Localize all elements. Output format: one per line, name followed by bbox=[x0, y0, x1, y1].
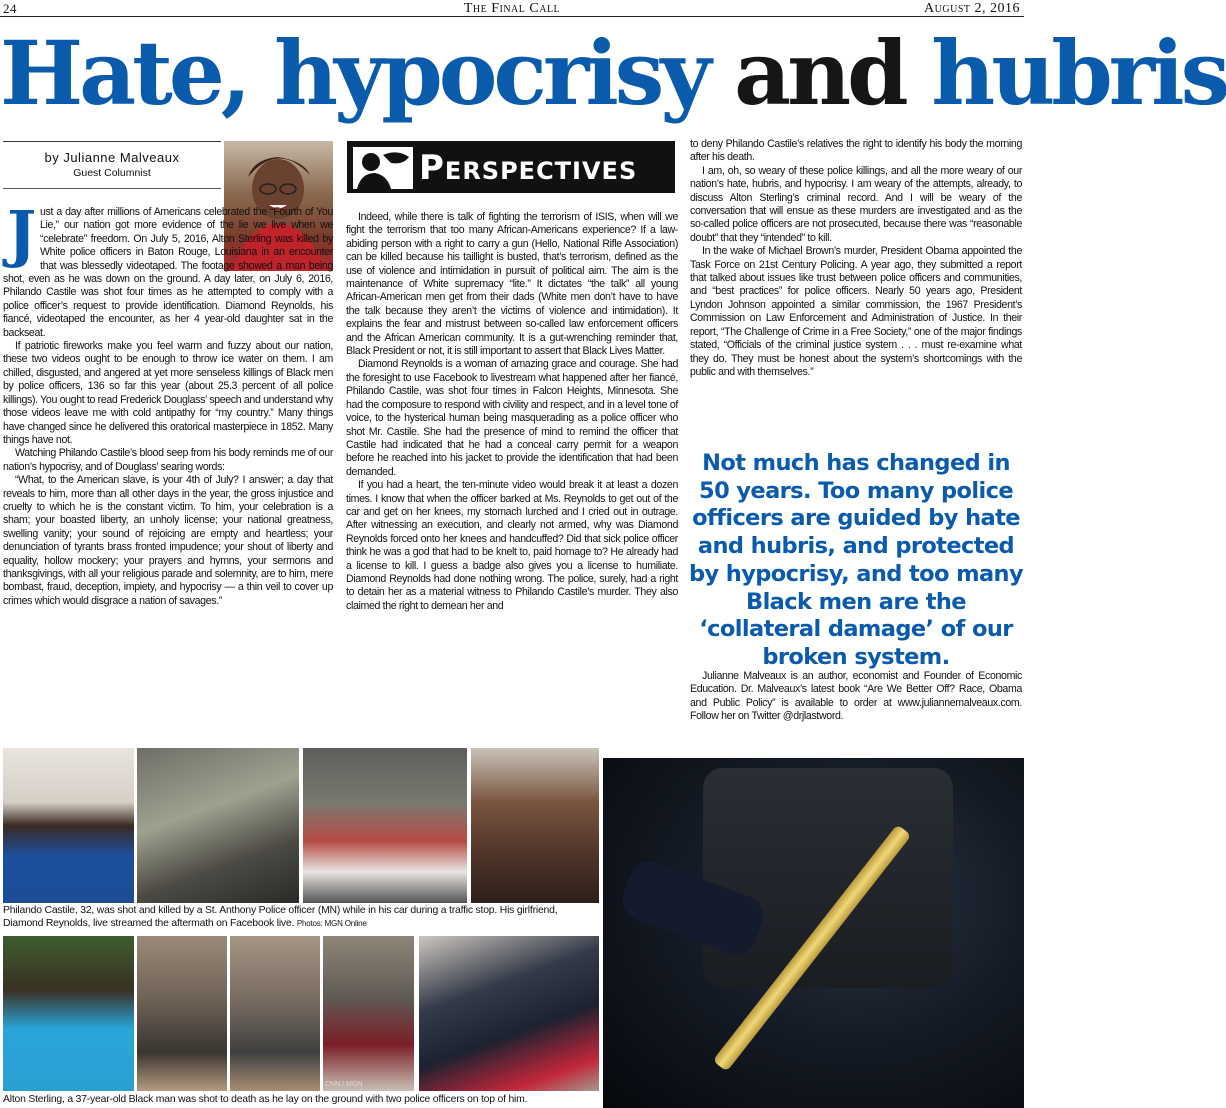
paragraph: to deny Philando Castile’s relatives the right to identify his body the morning after his death. bbox=[690, 138, 1022, 164]
paragraph: If you had a heart, the ten-minute video would break it at least a dozen times. I know that when the officer barked at Ms. Reynolds to get out of the car and get on her knees, my stomach lurched and I cried out in outrage. After witnessing an execution, and clearly not armed, why was Diamond Reynolds forced onto her knees and handcuffed? Did that sick police officer think he was a god that had to be knelt to, paid homage to? He already had a license to kill. I guess a badge also gives you a license to humiliate. Diamond Reynolds had done nothing wrong. The police, surely, had a right to detain her as a material witness to Philando Castile’s murder. They also claimed the right to demean her and bbox=[346, 479, 678, 612]
author-name: by Julianne Malveaux bbox=[44, 150, 180, 165]
castile-photo-caption bbox=[3, 904, 599, 931]
paragraph: Diamond Reynolds is a woman of amazing grace and courage. She had the foresight to use Facebook to livestream what happened after her fiancé, Philando Castile, was shot four times in Falcon Heights, Minnesota. She had the composure to respond with civility and respect, and in a level tone of voice, to the hysterical human being masquerading as a police officer who shot Mr. Castile. She had the presence of mind to remind the officer that Castile had indicated that he had a conceal carry permit for a weapon before he reached into his jacket to provide the identification that had been demanded. bbox=[346, 358, 678, 478]
headline-part-3: hubris bbox=[931, 21, 1226, 125]
photo-credit: Photos: MGN Online bbox=[296, 919, 367, 929]
shooting-video-still-1 bbox=[137, 936, 227, 1091]
car-video-still-2 bbox=[303, 748, 467, 903]
diamond-reynolds-photo bbox=[471, 748, 599, 903]
article-column-3 bbox=[690, 138, 1022, 379]
arrest-photo bbox=[419, 936, 599, 1091]
video-credit: CNN / MGN bbox=[325, 1081, 363, 1088]
article-column-1 bbox=[3, 197, 333, 608]
author-role: Guest Columnist bbox=[73, 167, 151, 179]
paragraph: “What, to the American slave, is your 4th of July? I answer; a day that reveals to him, more than all other days in the year, the gross injustice and cruelty to which he is the constant victim. To him, your celebration is a sham; your boasted liberty, an unholy license; your national greatness, swelling vanity; your sound of rejoicing are empty and heartless; your denunciation of tyrants brass fronted impudence; your shout of liberty and equality, hollow mockery; your prayers and hymns, your sermons and thanksgivings, with all your religious parade and solemnity, are to him, mere bombast, fraud, deception, impiety, and hypocrisy — a thin veil to cover up crimes which would disgrace a nation of savages.” bbox=[3, 474, 333, 607]
car-video-still-1 bbox=[137, 748, 299, 903]
paragraph: Watching Philando Castile’s blood seep from his body reminds me of our nation’s hypocrisy, and of Douglass’ searing words: bbox=[3, 447, 333, 473]
section-title: Perspectives bbox=[419, 148, 638, 188]
headline-part-1: Hate, hypocrisy bbox=[0, 21, 708, 125]
philando-castile-photo bbox=[3, 748, 134, 903]
byline-divider bbox=[3, 188, 221, 189]
issue-date: August 2, 2016 bbox=[924, 1, 1020, 16]
paragraph: If patriotic fireworks make you feel warm and fuzzy about our nation, these two videos ought to be enough to throw ice water on them. I am chilled, disgusted, and angered at yet more senseless killings of Black men by police officers, 136 so far this year (about 25.3 percent of all police killings). You ought to read Frederick Douglass’ speech and understand why those videos leave me with cold antipathy for “my country.” Many things have changed since he delivered this oratorical masterpiece in 1852. Many things have not. bbox=[3, 340, 333, 446]
paragraph: In the wake of Michael Brown’s murder, President Obama appointed the Task Force on 21st Century Policing. A year ago, they submitted a report that talked about issues like trust between police officers and communities, and “best practices” for police officers. Nearly 50 years ago, President Lyndon Johnson appointed a similar commission, the 1967 President’s Commission on Law Enforcement and Administration of Justice. In their report, “The Challenge of Crime in a Free Society,” one of the major findings stated, “Officials of the criminal justice system . . . must re-examine what they do. They must be honest about the system’s shortcomings with the public and with themselves.” bbox=[690, 245, 1022, 378]
pull-quote: Not much has changed in 50 years. Too many police officers are guided by hate and hubris, and protected by hypocrisy, and too many Black men are the ‘collateral damage’ of our broken system. bbox=[688, 450, 1024, 670]
shooting-video-still-3 bbox=[323, 936, 414, 1091]
byline bbox=[3, 141, 221, 179]
perspectives-banner bbox=[347, 141, 675, 193]
alton-sterling-photo bbox=[3, 936, 134, 1091]
shooting-video-still-2 bbox=[230, 936, 320, 1091]
publication-name: The Final Call bbox=[463, 1, 561, 16]
caption-text: Philando Castile, 32, was shot and killed by a St. Anthony Police officer (MN) while in his car during a traffic stop. His girlfriend, Diamond Reynolds, live streamed the aftermath on Facebook live. bbox=[3, 905, 558, 930]
article-headline bbox=[0, 18, 1226, 128]
page-number: 24 bbox=[3, 1, 17, 16]
paragraph: I am, oh, so weary of these police killings, and all the more weary of our nation’s hate, hubris, and hypocrisy. I am weary of the attempts, already, to discuss Alton Sterling’s criminal record. And I will be weary of the conversation that will ensue as these murders are investigated and as the so-called police officers are not prosecuted, because there was “reasonable doubt” that they “intended” to kill. bbox=[690, 164, 1022, 244]
drop-cap: J bbox=[7, 197, 36, 270]
paragraph: Indeed, while there is talk of fighting the terrorism of ISIS, when will we fight the terrorism that too many African-Americans experience? If a law-abiding person with a right to carry a gun (Hello, National Rifle Association) can be killed because his taillight is busted, that’s terrorism, defined as the use of violence and intimidation in pursuit of political aim. The aim is the maintenance of White supremacy “lite.” It dictates “the talk” all young African-American men get from their dads (White men don’t have to have the talk because they aren’t the victims of violence and intimidation). It explains the fear and mistrust between so-called law enforcement officers and the African American community. It is a gut-wrenching reminder that, Black President or not, it is still important to assert that Black Lives Matter. bbox=[346, 211, 678, 358]
article-column-2 bbox=[346, 211, 678, 613]
headline-part-2: and bbox=[734, 21, 905, 125]
paragraph bbox=[3, 197, 333, 340]
paragraph-text: ust a day after millions of Americans celebrated the “Fourth of You Lie,” our nation got more evidence of the lie we live when we “celebrate” freedom. On July 5, 2016, Alton Sterling was killed by White police officers in Baton Rouge, Louisiana in an encounter that was blessedly videotaped. The footage showed a man being shot, even as he was down on the ground. A day later, on July 6, 2016, Philando Castile was shot four times as he attempted to comply with a police officer’s request to provide identification. Diamond Reynolds, his fiancé, videotaped the encounter, as her 4 year-old daughter sat in the backseat. bbox=[3, 206, 333, 339]
page-folio bbox=[0, 0, 1024, 17]
author-bio: Julianne Malveaux is an author, economist and Founder of Economic Education. Dr. Malveaux’s latest book “Are We Better Off? Race, Obama and Public Policy” is available to order at www.juliannemalveaux.com. Follow her on Twitter @drjlastword. bbox=[690, 670, 1022, 723]
tactical-vest-shape bbox=[703, 768, 953, 988]
speaker-silhouette-icon bbox=[353, 147, 413, 189]
sterling-photo-caption: Alton Sterling, a 37-year-old Black man was shot to death as he lay on the ground with two police officers on top of him. bbox=[3, 1094, 528, 1105]
police-officer-baton-photo bbox=[603, 758, 1024, 1108]
